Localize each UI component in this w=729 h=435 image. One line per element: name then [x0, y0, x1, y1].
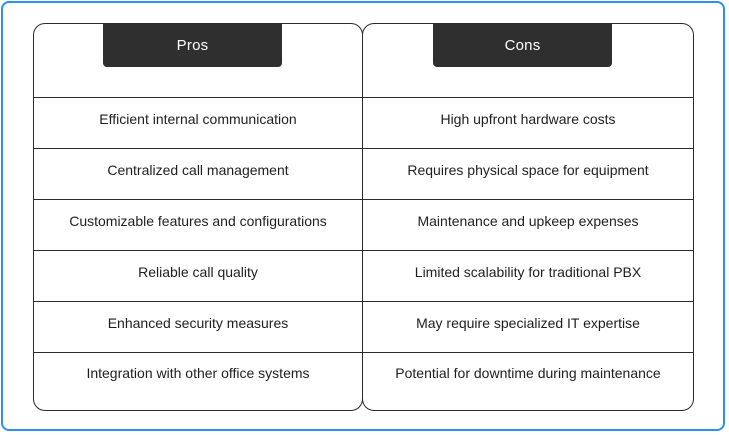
cons-item: High upfront hardware costs — [363, 97, 693, 148]
cons-header: Cons — [433, 23, 612, 67]
pros-item: Customizable features and configurations — [34, 199, 362, 250]
cons-item: Limited scalability for traditional PBX — [363, 250, 693, 301]
pros-item: Efficient internal communication — [34, 97, 362, 148]
cons-item: Potential for downtime during maintenance — [363, 352, 693, 400]
cons-list — [363, 97, 693, 410]
pros-header: Pros — [103, 23, 282, 67]
pros-item: Reliable call quality — [34, 250, 362, 301]
cons-item: May require specialized IT expertise — [363, 301, 693, 352]
cons-item: Maintenance and upkeep expenses — [363, 199, 693, 250]
pros-column — [33, 23, 363, 411]
pros-list — [34, 97, 362, 410]
cons-item: Requires physical space for equipment — [363, 148, 693, 199]
cons-column — [362, 23, 694, 411]
pros-item: Enhanced security measures — [34, 301, 362, 352]
pros-item: Integration with other office systems — [34, 352, 362, 400]
pros-item: Centralized call management — [34, 148, 362, 199]
